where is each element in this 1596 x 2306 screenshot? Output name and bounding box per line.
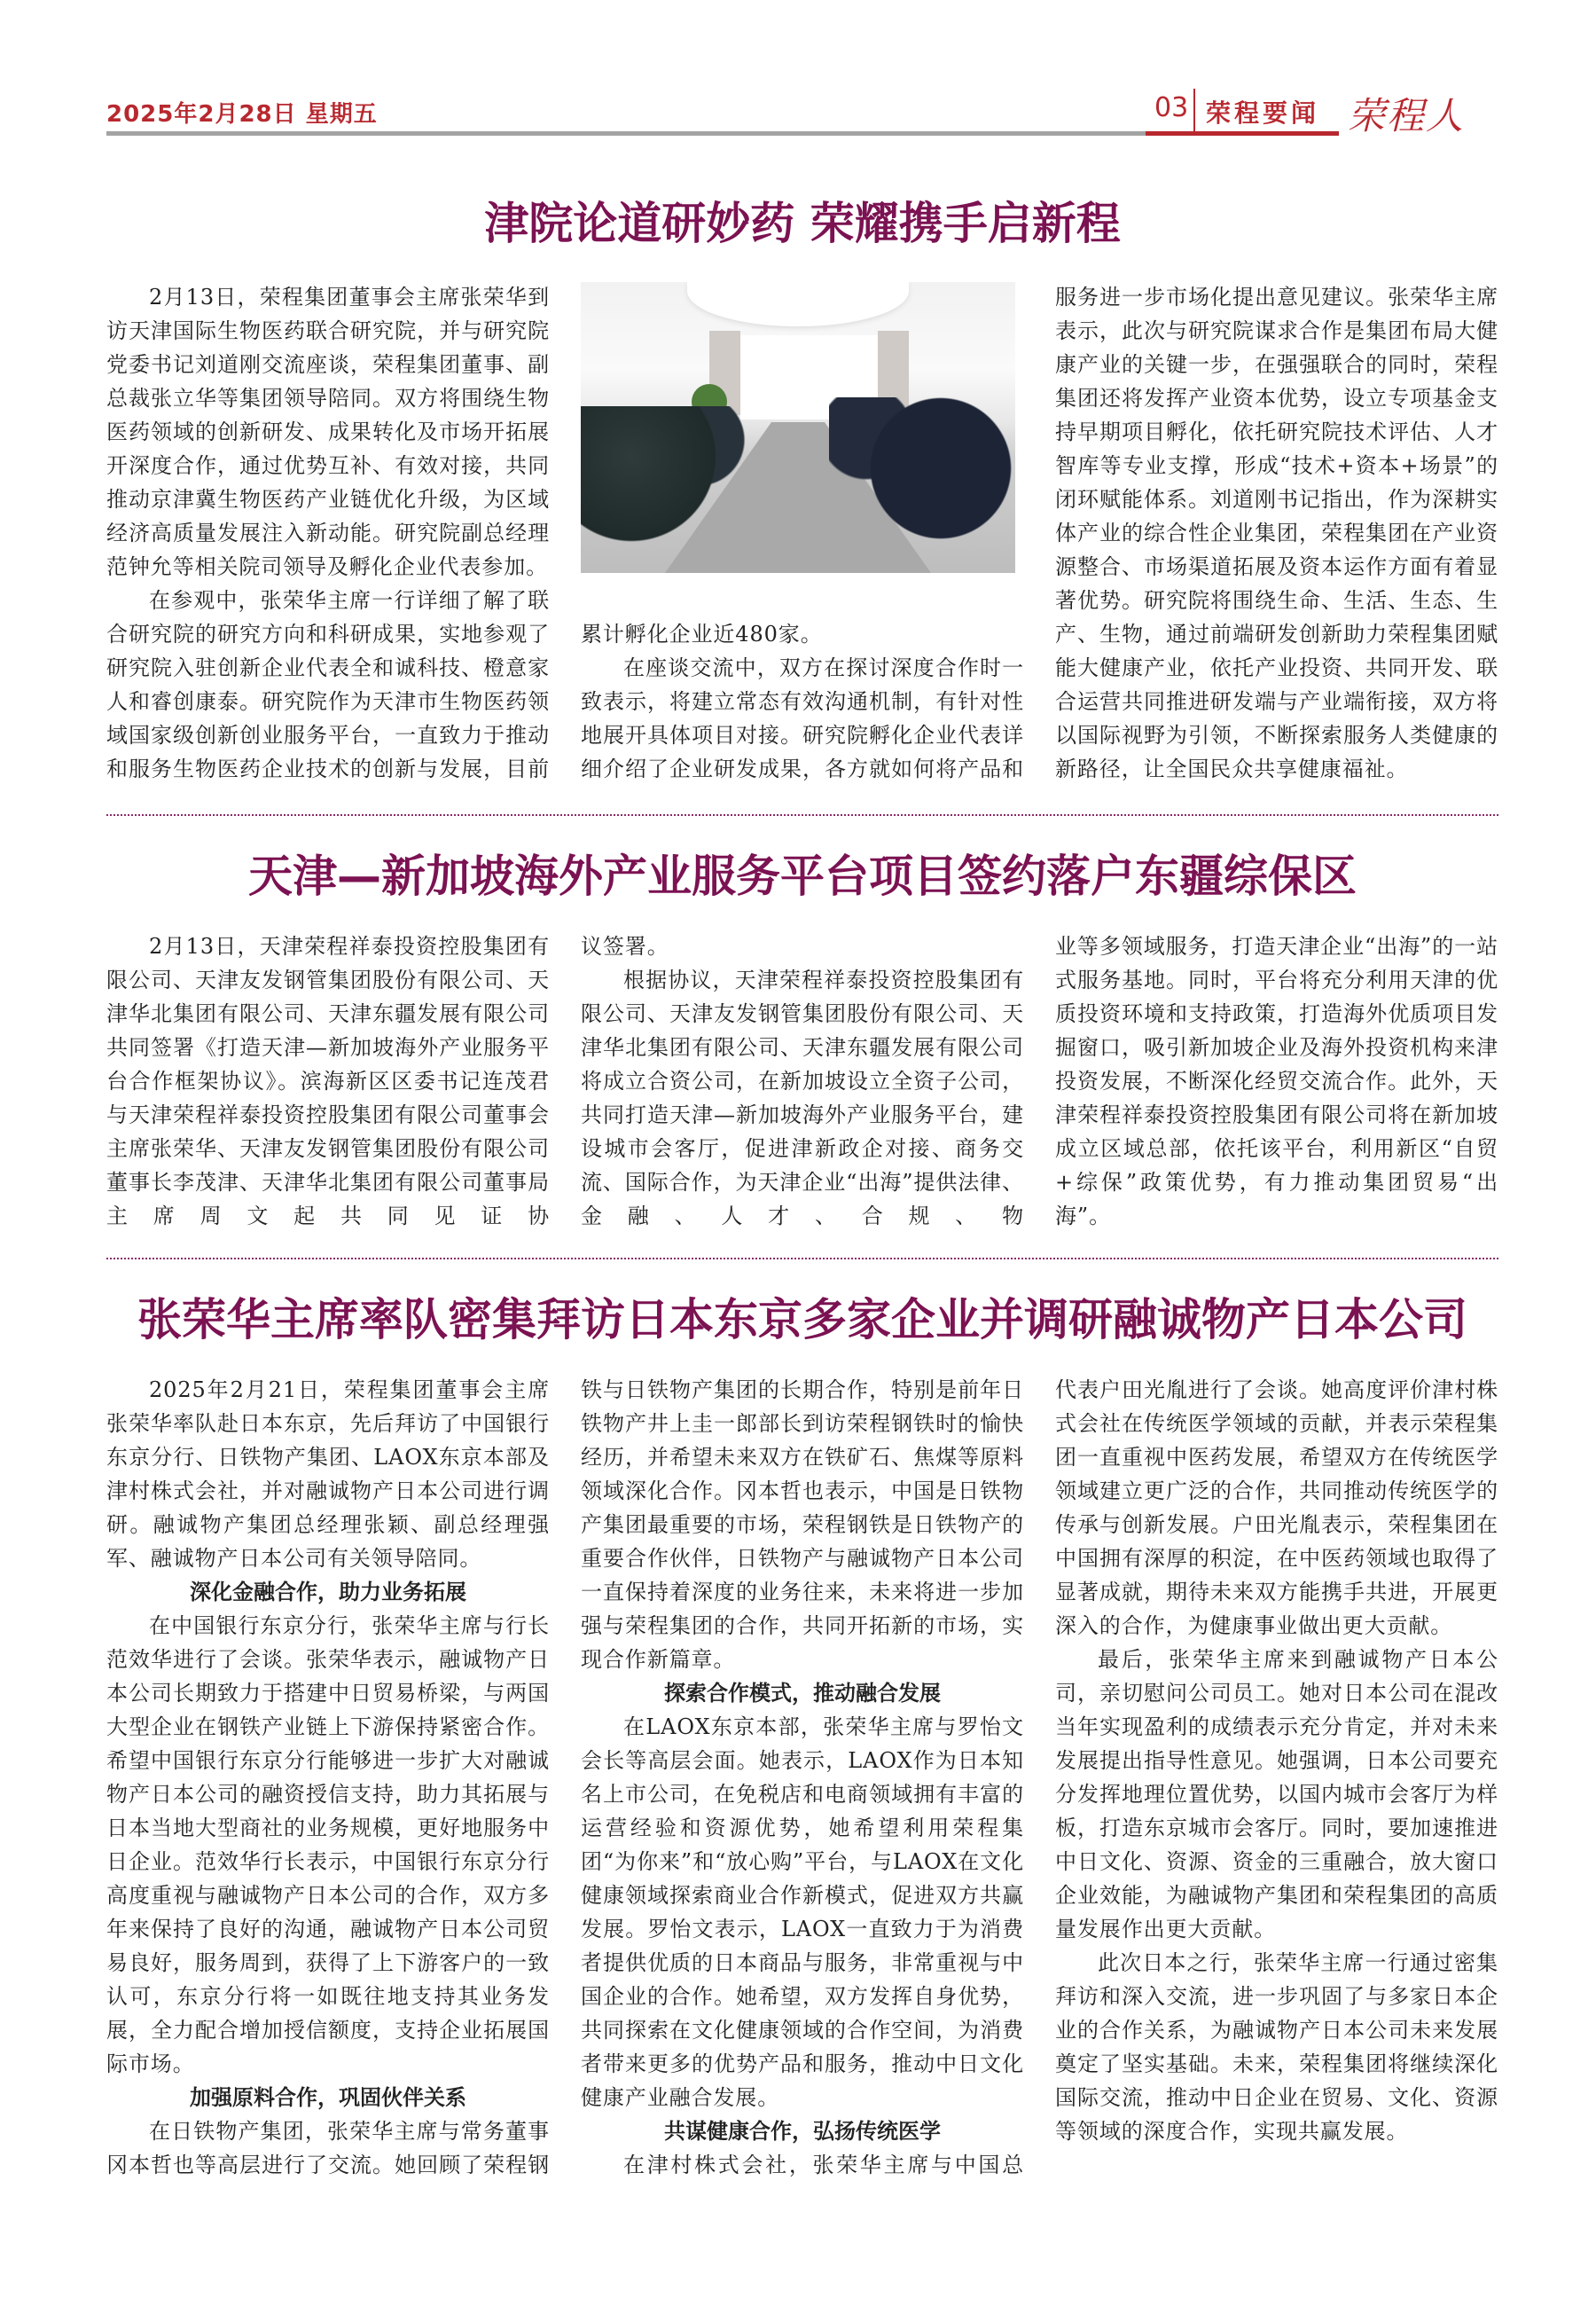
article-paragraph: 2月13日，天津荣程祥泰投资控股集团有限公司、天津友发钢管集团股份有限公司、天津华北集团有限公司、天津东疆发展有限公司共同签署《打造天津—新加坡海外产业服务平台合作框架协议》。滨海新区区委书记连茂君与天津荣程祥泰投资控股集团有限公司董事会主席张荣华、天津友发钢管集团股份有限公司董事长李茂津、天津华北集团有限公司董事局主席周文起共同见证协 — [106, 934, 550, 1228]
article-column — [1055, 1373, 1498, 2182]
article-paragraph: 在中国银行东京分行，张荣华主席与行长范效华进行了会谈。张荣华表示，融诚物产日本公司长期致力于搭建中日贸易桥梁，与两国大型企业在钢铁产业链上下游保持紧密合作。希望中国银行东京分行能够进一步扩大对融诚物产日本公司的融资授信支持，助力其拓展与日本当地大型商社的业务规模，更好地服务中日企业。范效华行长表示，中国银行东京分行高度重视与融诚物产日本公司的合作，双方多年来保持了良好的沟通，融诚物产日本公司贸易良好，服务周到，获得了上下游客户的一致认可，东京分行将一如既往地支持其业务发展，全力配合增加授信额度，支持企业拓展国际市场。 — [106, 1613, 550, 2076]
article-column — [106, 1373, 550, 2182]
article-paragraph: 2025年2月21日，荣程集团董事会主席张荣华率队赴日本东京，先后拜访了中国银行东京分行、日铁物产集团、LAOX东京本部及津村株式会社，并对融诚物产日本公司进行调研。融诚物产集团总经理张颖、副总经理强军、融诚物产日本公司有关领导陪同。 — [106, 1377, 550, 1571]
article-subheading: 加强原料合作，巩固伙伴关系 — [190, 2085, 466, 2110]
article-paragraph: 铁与日铁物产集团的长期合作，特别是前年日铁物产井上圭一郎部长到访荣程钢铁时的愉快经历，并希望未来双方在铁矿石、焦煤等原料领域深化合作。冈本哲也表示，中国是日铁物产集团最重要的市场，荣程钢铁是日铁物产的重要合作伙伴，日铁物产与融诚物产日本公司一直保持着深度的业务往来，未来将进一步加强与荣程集团的合作，共同开拓新的市场，实现合作新篇章。 — [581, 1377, 1024, 1672]
article-body — [106, 280, 1498, 786]
article-column — [1055, 929, 1498, 1233]
article-column — [581, 280, 1024, 786]
article-title: 天津—新加坡海外产业服务平台项目签约落户东疆综保区 — [248, 851, 1357, 902]
article-body — [106, 929, 1498, 1233]
article-column — [106, 929, 550, 1233]
header-separator — [1193, 89, 1195, 133]
newspaper-logo: 荣程人 — [1348, 94, 1466, 137]
article-column — [581, 929, 1024, 1233]
article-column — [1055, 280, 1498, 786]
article-paragraph: 累计孵化企业近480家。 — [581, 622, 823, 647]
issue-date: 2025年2月28日 星期五 — [106, 101, 378, 128]
article-title: 津院论道研妙药 荣耀携手启新程 — [484, 198, 1121, 249]
article-subheading: 共谋健康合作，弘扬传统医学 — [664, 2119, 941, 2144]
article-title: 张荣华主席率队密集拜访日本东京多家企业并调研融诚物产日本公司 — [137, 1294, 1467, 1345]
article-paragraph: 在津村株式会社，张荣华主席与中国总 — [623, 2153, 1024, 2177]
article-paragraph: 在座谈交流中，双方在探讨深度合作时一致表示，将建立常态有效沟通机制，有针对性地展开具体项目对接。研究院孵化企业代表详细介绍了企业研发成果，各方就如何将产品和 — [581, 655, 1024, 781]
section-divider — [106, 1258, 1498, 1259]
article-paragraph: 最后，张荣华主席来到融诚物产日本公司，亲切慰问公司员工。她对日本公司在混改当年实现盈利的成绩表示充分肯定，并对未来发展提出指导性意见。她强调，日本公司要充分发挥地理位置优势，以国内城市会客厅为样板，打造东京城市会客厅。同时，要加速推进中日文化、资源、资金的三重融合，放大窗口企业效能，为融诚物产集团和荣程集团的高质量发展作出更大贡献。 — [1055, 1647, 1498, 1941]
article-paragraph: 2月13日，荣程集团董事会主席张荣华到访天津国际生物医药联合研究院，并与研究院党委书记刘道刚交流座谈，荣程集团董事、副总裁张立华等集团领导陪同。双方将围绕生物医药领域的创新研发、成果转化及市场开拓展开深度合作，通过优势互补、有效对接，共同推动京津冀生物医药产业链优化升级，为区域经济高质量发展注入新动能。研究院副总经理范钟允等相关院司领导及孵化企业代表参加。 — [106, 285, 550, 579]
article-paragraph: 在日铁物产集团，张荣华主席与常务董事冈本哲也等高层进行了交流。她回顾了荣程钢 — [106, 2119, 550, 2177]
header-rule-red — [1146, 131, 1339, 136]
article-paragraph: 在LAOX东京本部，张荣华主席与罗怡文会长等高层会面。她表示，LAOX作为日本知名上市公司，在免税店和电商领域拥有丰富的运营经验和资源优势，她希望利用荣程集团“为你来”和“放心购”平台，与LAOX在文化健康领域探索商业合作新模式，促进双方共赢发展。罗怡文表示，LAOX一直致力于为消费者提供优质的日本商品与服务，非常重视与中国企业的合作。她希望，双方发挥自身优势，共同探索在文化健康领域的合作空间，为消费者带来更多的优势产品和服务，推动中日文化健康产业融合发展。 — [581, 1714, 1024, 2110]
article-paragraph: 业等多领域服务，打造天津企业“出海”的一站式服务基地。同时，平台将充分利用天津的优质投资环境和支持政策，打造海外优质项目发掘窗口，吸引新加坡企业及海外投资机构来津投资发展，不断深化经贸交流合作。此外，天津荣程祥泰投资控股集团有限公司将在新加坡成立区域总部，依托该平台，利用新区“自贸+综保”政策优势，有力推动集团贸易“出海”。 — [1055, 934, 1498, 1228]
meeting-photo — [581, 282, 1015, 573]
article-paragraph: 此次日本之行，张荣华主席一行通过密集拜访和深入交流，进一步巩固了与多家日本企业的合作关系，为融诚物产日本公司未来发展奠定了坚实基础。未来，荣程集团将继续深化国际交流，推动中日企业在贸易、文化、资源等领域的深度合作，实现共赢发展。 — [1055, 1950, 1498, 2144]
page-number: 03 — [1154, 92, 1189, 123]
article-column — [106, 280, 550, 786]
article-paragraph: 根据协议，天津荣程祥泰投资控股集团有限公司、天津友发钢管集团股份有限公司、天津华北集团有限公司、天津东疆发展有限公司将成立合资公司，在新加坡设立全资子公司，共同打造天津—新加坡海外产业服务平台，建设城市会客厅，促进津新政企对接、商务交流、国际合作，为天津企业“出海”提供法律、金融、人才、合规、物 — [581, 968, 1024, 1228]
article-subheading: 深化金融合作，助力业务拓展 — [190, 1580, 466, 1604]
article-paragraph: 议签署。 — [581, 934, 669, 959]
photo-ppll — [581, 406, 749, 573]
section-divider — [106, 814, 1498, 816]
header-rule-gray — [106, 131, 1146, 136]
article-paragraph: 代表户田光胤进行了会谈。她高度评价津村株式会社在传统医学领域的贡献，并表示荣程集团一直重视中医药发展，希望双方在传统医学领域建立更广泛的合作，共同推动传统医学的传承与创新发展。户田光胤表示，荣程集团在中国拥有深厚的积淀，在中医药领域也取得了显著成就，期待未来双方能携手共进，开展更深入的合作，为健康事业做出更大贡献。 — [1055, 1377, 1498, 1638]
article-paragraph: 在参观中，张荣华主席一行详细了解了联合研究院的研究方向和科研成果，实地参观了研究院入驻创新企业代表全和诚科技、橙意家人和睿创康泰。研究院作为天津市生物医药领域国家级创新创业服务平台，一直致力于推动和服务生物医药企业技术的创新与发展，目前 — [106, 588, 550, 781]
section-name: 荣程要闻 — [1206, 98, 1320, 128]
article-body — [106, 1373, 1498, 2182]
article-paragraph: 服务进一步市场化提出意见建议。张荣华主席表示，此次与研究院谋求合作是集团布局大健康产业的关键一步，在强强联合的同时，荣程集团还将发挥产业资本优势，设立专项基金支持早期项目孵化，依托研究院技术评估、人才智库等专业支撑，形成“技术+资本+场景”的闭环赋能体系。刘道刚书记指出，作为深耕实体产业的综合性企业集团，荣程集团在产业资源整合、市场渠道拓展及资本运作方面有着显著优势。研究院将围绕生命、生活、生态、生产、生物，通过前端研发创新助力荣程集团赋能大健康产业，依托产业投资、共同开发、联合运营共同推进研发端与产业端衔接，双方将以国际视野为引领，不断探索服务人类健康的新路径，让全国民众共享健康福祉。 — [1055, 285, 1498, 781]
photo-pplr — [829, 397, 1015, 573]
article-column — [581, 1373, 1024, 2182]
article-subheading: 探索合作模式，推动融合发展 — [664, 1681, 941, 1706]
photo-ceiling — [687, 282, 909, 326]
